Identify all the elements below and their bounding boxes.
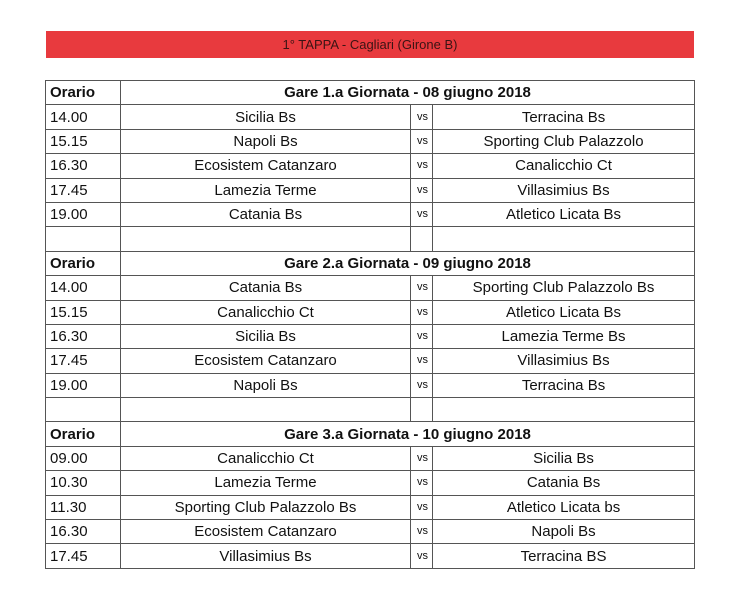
spacer-row [46,227,695,251]
versus-label: vs [411,324,433,348]
away-team: Sicilia Bs [433,446,695,470]
match-time: 17.45 [46,349,121,373]
match-time: 16.30 [46,154,121,178]
spacer-cell [46,227,121,251]
match-row [46,300,695,324]
spacer-cell [411,398,433,422]
away-team: Napoli Bs [433,520,695,544]
away-team: Villasimius Bs [433,178,695,202]
home-team: Ecosistem Catanzaro [121,154,411,178]
match-time: 19.00 [46,373,121,397]
spacer-cell [411,227,433,251]
away-team: Canalicchio Ct [433,154,695,178]
match-row [46,178,695,202]
spacer-cell [46,398,121,422]
round-header-row [46,81,695,105]
time-column-header: Orario [46,81,121,105]
versus-label: vs [411,105,433,129]
match-row [46,105,695,129]
away-team: Catania Bs [433,471,695,495]
home-team: Ecosistem Catanzaro [121,520,411,544]
away-team: Atletico Licata bs [433,495,695,519]
away-team: Atletico Licata Bs [433,202,695,226]
home-team: Villasimius Bs [121,544,411,568]
match-row [46,154,695,178]
home-team: Catania Bs [121,276,411,300]
home-team: Napoli Bs [121,373,411,397]
home-team: Sporting Club Palazzolo Bs [121,495,411,519]
home-team: Canalicchio Ct [121,300,411,324]
round-title: Gare 1.a Giornata - 08 giugno 2018 [121,81,695,105]
away-team: Sporting Club Palazzolo Bs [433,276,695,300]
round-title: Gare 2.a Giornata - 09 giugno 2018 [121,251,695,275]
schedule-table [45,80,695,569]
versus-label: vs [411,373,433,397]
spacer-cell [433,227,695,251]
match-time: 17.45 [46,178,121,202]
home-team: Ecosistem Catanzaro [121,349,411,373]
versus-label: vs [411,276,433,300]
match-time: 15.15 [46,300,121,324]
away-team: Terracina Bs [433,373,695,397]
versus-label: vs [411,349,433,373]
match-time: 10.30 [46,471,121,495]
away-team: Atletico Licata Bs [433,300,695,324]
match-row [46,544,695,568]
away-team: Sporting Club Palazzolo [433,129,695,153]
away-team: Lamezia Terme Bs [433,324,695,348]
match-row [46,324,695,348]
away-team: Terracina Bs [433,105,695,129]
versus-label: vs [411,154,433,178]
round-header-row [46,422,695,446]
versus-label: vs [411,495,433,519]
match-time: 14.00 [46,276,121,300]
home-team: Canalicchio Ct [121,446,411,470]
round-header-row [46,251,695,275]
away-team: Terracina BS [433,544,695,568]
versus-label: vs [411,520,433,544]
match-time: 16.30 [46,520,121,544]
time-column-header: Orario [46,251,121,275]
versus-label: vs [411,129,433,153]
match-time: 19.00 [46,202,121,226]
versus-label: vs [411,471,433,495]
stage-banner-title: 1° TAPPA - Cagliari (Girone B) [282,37,458,52]
home-team: Lamezia Terme [121,471,411,495]
home-team: Sicilia Bs [121,105,411,129]
match-time: 15.15 [46,129,121,153]
versus-label: vs [411,544,433,568]
home-team: Napoli Bs [121,129,411,153]
versus-label: vs [411,178,433,202]
match-time: 16.30 [46,324,121,348]
match-row [46,520,695,544]
match-row [46,276,695,300]
match-row [46,373,695,397]
round-title: Gare 3.a Giornata - 10 giugno 2018 [121,422,695,446]
stage-banner [46,31,694,58]
away-team: Villasimius Bs [433,349,695,373]
match-row [46,446,695,470]
home-team: Sicilia Bs [121,324,411,348]
time-column-header: Orario [46,422,121,446]
match-row [46,129,695,153]
versus-label: vs [411,300,433,324]
spacer-cell [121,398,411,422]
home-team: Lamezia Terme [121,178,411,202]
versus-label: vs [411,202,433,226]
match-row [46,495,695,519]
match-time: 11.30 [46,495,121,519]
home-team: Catania Bs [121,202,411,226]
match-time: 17.45 [46,544,121,568]
match-time: 14.00 [46,105,121,129]
spacer-cell [121,227,411,251]
match-row [46,471,695,495]
versus-label: vs [411,446,433,470]
match-time: 09.00 [46,446,121,470]
match-row [46,202,695,226]
spacer-cell [433,398,695,422]
spacer-row [46,398,695,422]
match-row [46,349,695,373]
